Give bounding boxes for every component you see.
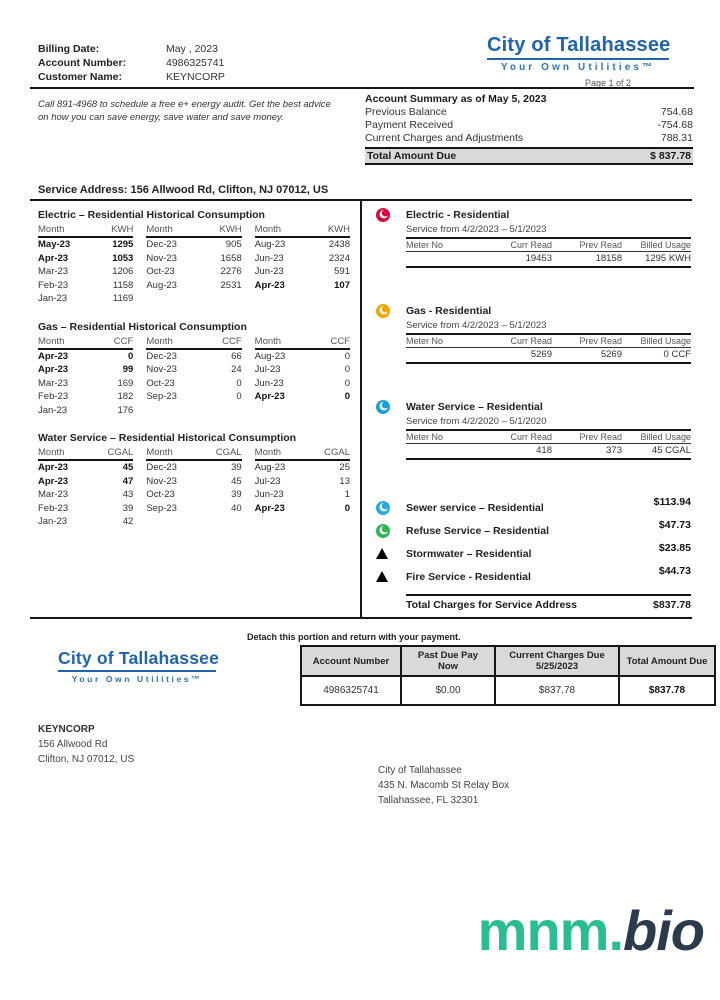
usage-cell: 25 (339, 462, 350, 473)
charge-row (376, 542, 691, 565)
usage-cell: 0 (344, 377, 350, 389)
consumption-section (38, 321, 350, 418)
month-cell: Feb-23 (38, 279, 69, 291)
consumption-row (38, 265, 133, 279)
usage-cell: 1053 (112, 252, 134, 264)
unit-column-header: CGAL (215, 447, 242, 458)
stub-value-cell: $837.78 (619, 676, 715, 705)
month-cell: Aug-23 (254, 239, 286, 250)
meter-value-cell: 418 (536, 445, 552, 456)
utility-logo (487, 34, 669, 88)
meter-header-cell: Curr Read (510, 240, 552, 250)
consumption-subtable-header (146, 336, 241, 350)
meter-value-cell: 373 (606, 445, 622, 456)
account-summary-title: Account Summary as of May 5, 2023 (365, 93, 547, 105)
previous-balance-label: Previous Balance (365, 106, 447, 118)
fire-icon (376, 571, 406, 582)
total-amount-due-label: Total Amount Due (367, 150, 457, 162)
usage-cell: 169 (117, 377, 134, 389)
consumption-row (38, 363, 133, 377)
logo-tagline: Your Own Utilities™ (500, 62, 656, 73)
meter-value-cell: 5269 (600, 349, 622, 360)
consumption-row (255, 502, 350, 516)
usage-cell: 47 (122, 475, 134, 487)
usage-cell: 905 (225, 239, 242, 250)
month-cell: Aug-23 (254, 350, 286, 362)
total-amount-due-value: $ 837.78 (650, 150, 691, 162)
billing-date-value: May , 2023 (166, 43, 218, 55)
consumption-row (146, 363, 241, 377)
customer-address-line: Clifton, NJ 07012, US (38, 754, 135, 765)
stub-header-cell: Account Number (301, 646, 401, 676)
usage-cell: 39 (231, 462, 242, 473)
usage-cell: 99 (122, 364, 134, 375)
remittance-address (378, 763, 509, 808)
consumption-row (146, 390, 241, 404)
consumption-subtable-header (255, 336, 350, 350)
meter-header-cell: Billed Usage (640, 336, 691, 346)
consumption-row (38, 292, 133, 306)
month-cell: Jan-23 (38, 404, 68, 416)
gas-icon (376, 304, 406, 318)
meter-value-cell (406, 445, 478, 456)
service-period: Service from 4/2/2023 – 5/1/2023 (406, 224, 547, 235)
month-column-header: Month (254, 447, 282, 458)
consumption-row (255, 279, 350, 293)
meter-value-cell (406, 253, 478, 264)
remit-line: City of Tallahassee (378, 765, 462, 776)
current-charges-label: Current Charges and Adjustments (365, 132, 524, 144)
month-cell: Mar-23 (38, 266, 69, 277)
stub-header-row (301, 646, 715, 676)
service-title-row (376, 304, 691, 318)
consumption-subtable (255, 447, 350, 529)
month-cell: Sep-23 (146, 502, 177, 514)
service-title: Gas - Residential (406, 305, 492, 317)
meter-header-cell: Billed Usage (640, 240, 691, 250)
bill-detail-box (30, 199, 692, 619)
meter-table-row (406, 348, 691, 364)
customer-name-row (38, 70, 225, 84)
consumption-row (255, 252, 350, 266)
consumption-subtable-header (38, 224, 133, 238)
consumption-row (146, 502, 241, 516)
usage-cell: 1169 (112, 293, 134, 304)
meter-table-header (406, 239, 691, 252)
consumption-row (38, 390, 133, 404)
month-cell: Jun-23 (254, 377, 284, 389)
stormwater-icon (376, 548, 406, 559)
month-cell: Apr-23 (254, 391, 285, 402)
stub-value-cell: 4986325741 (301, 676, 401, 705)
month-cell: Jan-23 (38, 516, 68, 527)
consumption-row (38, 404, 133, 418)
consumption-subtable (255, 336, 350, 418)
meter-header-cell: Meter No (406, 432, 444, 442)
month-cell: Jul-23 (254, 475, 281, 487)
customer-name: KEYNCORP (38, 724, 95, 735)
consumption-row (146, 377, 241, 391)
charge-row (376, 565, 691, 588)
unit-column-header: CCF (222, 335, 242, 347)
page-number: Page 1 of 2 (584, 78, 632, 88)
meter-header-cell: Curr Read (510, 336, 552, 346)
stub-value-row (301, 676, 715, 705)
month-cell: May-23 (38, 239, 71, 250)
stub-header-cell: Current Charges Due 5/25/2023 (495, 646, 619, 676)
consumption-row (255, 475, 350, 489)
payment-received-value: -754.68 (657, 119, 693, 131)
charge-label: Fire Service - Residential (406, 570, 531, 583)
month-cell: Jul-23 (254, 364, 281, 375)
charge-amount: $113.94 (653, 495, 691, 508)
month-cell: Jun-23 (254, 489, 284, 500)
consumption-subtable-header (146, 224, 241, 238)
charge-label: Refuse Service – Residential (406, 524, 549, 537)
current-charges-row (365, 132, 693, 145)
month-cell: Apr-23 (38, 364, 69, 375)
usage-cell: 43 (122, 489, 134, 500)
energy-audit-promo: Call 891-4968 to schedule a free e+ energy audit. Get the best advice on how you can save energy, save water and save money. (38, 99, 331, 124)
consumption-subtable-header (255, 224, 350, 238)
month-cell: Feb-23 (38, 502, 69, 514)
unit-column-header: KWH (327, 224, 350, 235)
meter-value-cell: 1295 KWH (645, 253, 691, 264)
usage-cell: 45 (231, 475, 242, 487)
month-column-header: Month (38, 224, 65, 235)
footer-utility-logo (58, 648, 220, 684)
usage-cell: 1206 (112, 266, 134, 277)
month-cell: Nov-23 (146, 252, 177, 264)
month-cell: Oct-23 (146, 377, 175, 389)
footer-logo-wordmark: City of Tallahassee (58, 648, 216, 672)
month-cell: Aug-23 (146, 279, 177, 291)
month-cell: Nov-23 (146, 364, 177, 375)
service-title-row (376, 400, 691, 414)
charges-list (376, 496, 691, 588)
month-cell: Apr-23 (38, 252, 69, 264)
consumption-subtable (146, 447, 241, 529)
consumption-row (146, 238, 241, 252)
consumption-section-title: Water Service – Residential Historical Consumption (38, 432, 297, 444)
consumption-section-title: Electric – Residential Historical Consumption (38, 209, 265, 221)
month-cell: Dec-23 (146, 350, 177, 362)
charge-row (376, 496, 691, 519)
meter-table-row (406, 444, 691, 460)
month-cell: Sep-23 (146, 391, 177, 402)
month-column-header: Month (38, 447, 65, 458)
meter-header-cell: Prev Read (579, 336, 622, 346)
service-title: Water Service – Residential (406, 401, 543, 413)
usage-cell: 176 (117, 404, 134, 416)
usage-cell: 2324 (328, 252, 350, 264)
electric-icon (376, 208, 406, 222)
unit-column-header: KWH (219, 224, 242, 235)
service-sections (376, 208, 691, 460)
meter-value-cell: 5269 (530, 349, 552, 360)
month-cell: Dec-23 (146, 462, 177, 473)
consumption-row (255, 377, 350, 391)
usage-cell: 39 (231, 489, 242, 500)
charges-total-amount: $837.78 (653, 599, 691, 611)
month-cell: Dec-23 (146, 239, 177, 250)
water-icon (376, 400, 406, 414)
consumption-subtable (38, 447, 133, 529)
consumption-row (38, 475, 133, 489)
stub-value-cell: $837.78 (495, 676, 619, 705)
account-summary (365, 93, 693, 165)
consumption-section (38, 209, 350, 306)
consumption-row (38, 515, 133, 529)
customer-mailing-address (38, 722, 134, 767)
customer-name-value: KEYNCORP (166, 71, 225, 83)
stormwater-icon-shape (376, 548, 388, 559)
meter-table (406, 333, 691, 364)
consumption-subtable (146, 336, 241, 418)
billing-info (38, 42, 225, 84)
billing-date-row (38, 42, 225, 56)
unit-column-header: CCF (113, 335, 134, 347)
usage-cell: 2531 (220, 279, 242, 291)
month-column-header: Month (146, 335, 173, 347)
month-cell: Jun-23 (254, 252, 284, 264)
consumption-groups (38, 224, 350, 306)
service-details (362, 201, 695, 617)
logo-wordmark: City of Tallahassee (487, 34, 669, 60)
watermark-mnm: mnm. (477, 899, 624, 962)
charge-label: Stormwater – Residential (406, 547, 532, 560)
usage-cell: 2438 (328, 239, 350, 250)
meter-header-cell: Curr Read (510, 432, 552, 442)
service-section (376, 400, 691, 460)
consumption-groups (38, 447, 350, 529)
meter-value-cell (406, 349, 478, 360)
month-cell: Jan-23 (38, 293, 68, 304)
meter-header-cell: Prev Read (579, 432, 622, 442)
usage-cell: 2276 (220, 266, 242, 277)
consumption-section-title: Gas – Residential Historical Consumption (38, 320, 247, 333)
consumption-groups (38, 336, 350, 418)
month-cell: Apr-23 (38, 475, 69, 487)
consumption-row (255, 238, 350, 252)
unit-column-header: CGAL (107, 447, 134, 458)
month-cell: Mar-23 (38, 377, 69, 389)
remit-line: 435 N. Macomb St Relay Box (378, 780, 510, 791)
consumption-subtable-header (255, 447, 350, 461)
usage-cell: 1658 (220, 252, 242, 264)
consumption-row (38, 461, 133, 475)
month-column-header: Month (146, 447, 173, 458)
consumption-subtable (255, 224, 350, 306)
account-number-label: Account Number: (38, 57, 127, 69)
detach-note: Detach this portion and return with your payment. (247, 632, 461, 642)
month-cell: Mar-23 (38, 489, 69, 500)
month-column-header: Month (146, 224, 173, 235)
stub-header-cell: Past Due Pay Now (401, 646, 495, 676)
billing-date-label: Billing Date: (38, 43, 100, 55)
usage-cell: 24 (231, 364, 242, 375)
consumption-row (38, 238, 133, 252)
payment-received-row (365, 119, 693, 132)
usage-cell: 0 (344, 364, 350, 375)
customer-name-label: Customer Name: (38, 71, 123, 83)
month-cell: Jun-23 (254, 266, 284, 277)
consumption-subtable (146, 224, 241, 306)
consumption-row (38, 279, 133, 293)
usage-cell: 0 (344, 502, 350, 514)
consumption-row (146, 461, 241, 475)
consumption-row (38, 252, 133, 266)
charge-amount: $47.73 (658, 518, 691, 531)
previous-balance-row (365, 106, 693, 119)
consumption-row (38, 502, 133, 516)
usage-cell: 0 (236, 391, 242, 402)
unit-column-header: CCF (330, 335, 350, 347)
month-cell: Apr-23 (38, 462, 69, 473)
consumption-subtable (38, 224, 133, 306)
account-number-row (38, 56, 225, 70)
month-column-header: Month (38, 335, 65, 347)
usage-cell: 0 (344, 391, 350, 402)
usage-cell: 1 (344, 489, 350, 500)
usage-cell: 591 (334, 266, 350, 277)
consumption-subtable-header (146, 447, 241, 461)
month-cell: Oct-23 (146, 266, 175, 277)
consumption-section (38, 432, 350, 529)
meter-value-cell: 0 CCF (663, 349, 691, 360)
watermark-bio: bio (623, 899, 704, 962)
consumption-subtable-header (38, 336, 133, 350)
total-amount-due-row (365, 147, 693, 165)
previous-balance-value: 754.68 (660, 106, 693, 118)
mnm-bio-watermark (478, 898, 704, 963)
refuse-icon (376, 524, 406, 538)
consumption-row (255, 350, 350, 364)
usage-cell: 0 (344, 350, 350, 362)
charge-amount: $23.85 (658, 541, 691, 554)
usage-cell: 66 (231, 350, 242, 362)
charge-row (376, 519, 691, 542)
month-cell: Feb-23 (38, 391, 69, 402)
meter-header-cell: Billed Usage (640, 432, 691, 442)
customer-address-line: 156 Allwood Rd (38, 739, 108, 750)
meter-header-cell: Prev Read (579, 240, 622, 250)
consumption-row (255, 390, 350, 404)
consumption-subtable-header (38, 447, 133, 461)
month-cell: Apr-23 (254, 279, 285, 291)
usage-cell: 0 (128, 350, 134, 362)
unit-column-header: KWH (111, 224, 134, 235)
consumption-row (146, 265, 241, 279)
fire-icon-shape (376, 571, 388, 582)
service-period: Service from 4/2/2023 – 5/1/2023 (406, 320, 547, 331)
usage-cell: 39 (122, 502, 134, 514)
meter-value-cell: 19453 (525, 253, 552, 264)
usage-cell: 1295 (112, 239, 134, 250)
header-divider (30, 87, 694, 89)
consumption-row (255, 461, 350, 475)
usage-cell: 0 (236, 377, 242, 389)
consumption-row (146, 350, 241, 364)
usage-cell: 182 (117, 391, 134, 402)
usage-cell: 13 (339, 475, 350, 487)
service-address: Service Address: 156 Allwood Rd, Clifton, NJ 07012, US (38, 184, 329, 196)
month-column-header: Month (254, 335, 282, 347)
service-title: Electric - Residential (406, 209, 510, 221)
stub-value-cell: $0.00 (401, 676, 495, 705)
consumption-row (146, 252, 241, 266)
consumption-row (255, 265, 350, 279)
meter-header-cell: Meter No (406, 336, 444, 346)
meter-table (406, 237, 691, 268)
charge-label: Sewer service – Residential (406, 501, 544, 514)
service-section (376, 208, 691, 268)
consumption-row (255, 363, 350, 377)
charges-total-row (406, 594, 691, 611)
month-cell: Aug-23 (254, 462, 286, 473)
consumption-row (38, 488, 133, 502)
unit-column-header: CGAL (324, 447, 350, 458)
usage-cell: 45 (122, 462, 134, 473)
footer-logo-tagline: Your Own Utilities™ (71, 674, 203, 684)
meter-value-cell: 18158 (595, 253, 622, 264)
usage-cell: 107 (334, 279, 350, 291)
meter-table-header (406, 431, 691, 444)
service-title-row (376, 208, 691, 222)
charges-total-label: Total Charges for Service Address (406, 599, 577, 611)
payment-stub-table (300, 645, 716, 706)
consumption-row (255, 488, 350, 502)
month-cell: Apr-23 (254, 502, 285, 514)
consumption-row (146, 475, 241, 489)
charge-amount: $44.73 (658, 564, 691, 577)
account-number-value: 4986325741 (166, 57, 225, 69)
consumption-row (146, 279, 241, 293)
meter-table-row (406, 252, 691, 268)
consumption-tables (30, 201, 362, 617)
meter-value-cell: 45 CGAL (651, 445, 691, 456)
meter-table-header (406, 335, 691, 348)
current-charges-value: 788.31 (660, 132, 693, 144)
consumption-row (38, 350, 133, 364)
usage-cell: 1158 (112, 279, 134, 291)
month-cell: Apr-23 (38, 350, 69, 362)
consumption-row (146, 488, 241, 502)
meter-table (406, 429, 691, 460)
meter-header-cell: Meter No (406, 240, 444, 250)
consumption-row (38, 377, 133, 391)
payment-received-label: Payment Received (365, 119, 454, 131)
service-period: Service from 4/2/2020 – 5/1/2020 (406, 416, 547, 427)
usage-cell: 40 (231, 502, 242, 514)
sewer-icon (376, 501, 406, 515)
month-cell: Nov-23 (146, 475, 177, 487)
consumption-subtable (38, 336, 133, 418)
stub-header-cell: Total Amount Due (619, 646, 715, 676)
remit-line: Tallahassee, FL 32301 (378, 795, 479, 806)
month-column-header: Month (254, 224, 282, 235)
usage-cell: 42 (122, 516, 134, 527)
month-cell: Oct-23 (146, 489, 175, 500)
service-section (376, 304, 691, 364)
